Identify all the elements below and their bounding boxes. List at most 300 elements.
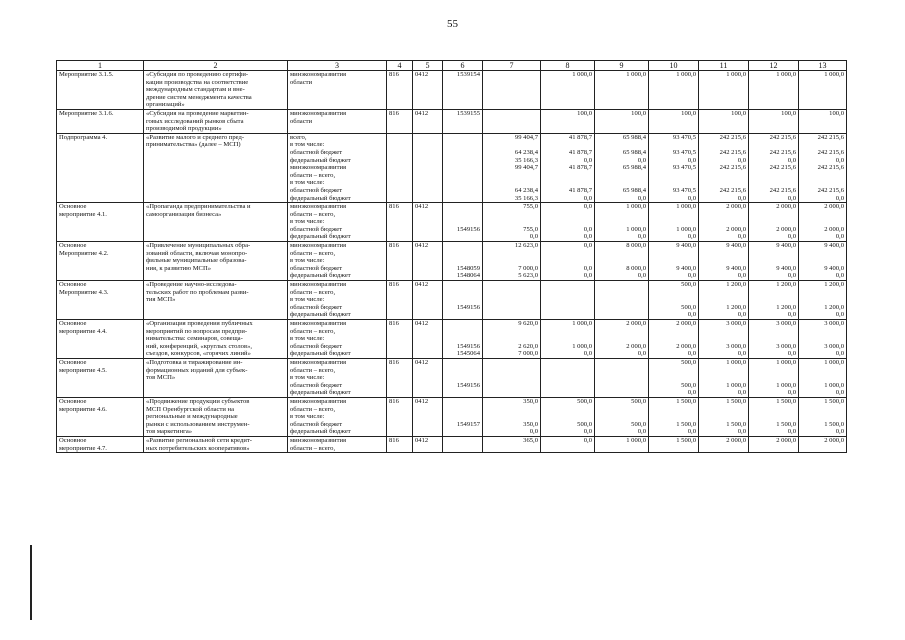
amount-col-11: 1 000,0 (699, 71, 749, 110)
amount-col-11 (699, 141, 749, 149)
ministry-code (387, 374, 413, 382)
budget-table (56, 60, 847, 453)
funding-source: в том числе: (288, 413, 387, 421)
amount-col-8: 0,0 (541, 272, 595, 280)
amount-col-8 (541, 358, 595, 374)
budget-code (443, 413, 483, 421)
amount-col-8: 0,0 (541, 265, 595, 273)
section-code (413, 421, 443, 429)
funding-source: федеральный бюджет (288, 233, 387, 241)
column-header-2: 2 (144, 61, 288, 71)
amount-col-10: 0,0 (649, 233, 699, 241)
header-row (57, 61, 847, 71)
amount-col-9: 1 000,0 (595, 226, 649, 234)
section-code: 0412 (413, 71, 443, 110)
amount-col-12: 0,0 (749, 389, 799, 397)
column-header-6: 6 (443, 61, 483, 71)
amount-col-8: 41 878,7 (541, 133, 595, 141)
amount-col-10: 1 000,0 (649, 71, 699, 110)
budget-code (443, 157, 483, 165)
amount-col-8 (541, 141, 595, 149)
amount-col-7 (483, 382, 541, 390)
amount-col-10: 1 500,0 (649, 436, 699, 452)
amount-col-9: 1 000,0 (595, 203, 649, 219)
amount-col-9 (595, 374, 649, 382)
amount-col-10 (649, 179, 699, 187)
amount-col-11: 242 215,6 (699, 187, 749, 195)
amount-col-8 (541, 304, 595, 312)
amount-col-11: 3 000,0 (699, 320, 749, 336)
amount-col-11: 2 000,0 (699, 436, 749, 452)
budget-code (443, 257, 483, 265)
amount-col-9 (595, 257, 649, 265)
amount-col-9: 1 000,0 (595, 71, 649, 110)
section-code (413, 195, 443, 203)
funding-source: в том числе: (288, 141, 387, 149)
amount-col-9 (595, 141, 649, 149)
amount-col-9: 0,0 (595, 272, 649, 280)
ministry-code (387, 343, 413, 351)
amount-col-11: 1 200,0 (699, 281, 749, 297)
amount-col-11 (699, 296, 749, 304)
amount-col-13 (799, 374, 847, 382)
amount-col-8 (541, 335, 595, 343)
amount-col-9 (595, 296, 649, 304)
amount-col-8: 0,0 (541, 233, 595, 241)
section-code (413, 374, 443, 382)
funding-source: областной бюджет (288, 149, 387, 157)
amount-col-8: 0,0 (541, 436, 595, 452)
amount-col-13 (799, 218, 847, 226)
amount-col-13: 242 215,6 (799, 187, 847, 195)
scan-edge-mark (30, 545, 32, 620)
amount-col-9: 500,0 (595, 397, 649, 413)
amount-col-13: 2 000,0 (799, 226, 847, 234)
budget-code (443, 397, 483, 413)
amount-col-9: 0,0 (595, 350, 649, 358)
amount-col-11: 0,0 (699, 311, 749, 319)
amount-col-8: 0,0 (541, 242, 595, 258)
amount-col-11: 1 000,0 (699, 382, 749, 390)
amount-col-10: 0,0 (649, 389, 699, 397)
row-description: «Привлечение муниципальных обра- зований области, включая монопро- фильные муниципальные образова- ния, к развитию МСП» (144, 242, 288, 281)
ministry-code (387, 304, 413, 312)
amount-col-10: 1 500,0 (649, 397, 699, 413)
amount-col-7: 64 238,4 (483, 149, 541, 157)
amount-col-10 (649, 141, 699, 149)
amount-col-10 (649, 374, 699, 382)
row-description: «Субсидия на проведение маркетин- говых исследований рынков сбыта производимой продукции» (144, 109, 288, 133)
amount-col-7 (483, 257, 541, 265)
section-code (413, 257, 443, 265)
amount-col-7: 35 166,3 (483, 195, 541, 203)
amount-col-10: 0,0 (649, 157, 699, 165)
amount-col-7: 99 404,7 (483, 164, 541, 179)
amount-col-9: 1 000,0 (595, 436, 649, 452)
column-header-8: 8 (541, 61, 595, 71)
amount-col-12: 1 200,0 (749, 304, 799, 312)
amount-col-10: 9 400,0 (649, 242, 699, 258)
budget-code (443, 428, 483, 436)
budget-code (443, 195, 483, 203)
ministry-code (387, 272, 413, 280)
amount-col-7 (483, 311, 541, 319)
amount-col-13 (799, 257, 847, 265)
row-description: «Проведение научно-исследова- тельских работ по проблемам разви- тия МСП» (144, 281, 288, 320)
funding-source: областной бюджет (288, 343, 387, 351)
amount-col-7 (483, 71, 541, 110)
amount-col-7: 350,0 (483, 421, 541, 429)
ministry-code (387, 413, 413, 421)
ministry-code: 816 (387, 358, 413, 374)
amount-col-10: 93 470,5 (649, 164, 699, 179)
ministry-code (387, 226, 413, 234)
amount-col-11: 2 000,0 (699, 226, 749, 234)
amount-col-10: 1 500,0 (649, 421, 699, 429)
amount-col-11: 1 500,0 (699, 421, 749, 429)
ministry-code: 816 (387, 242, 413, 258)
ministry-code: 816 (387, 203, 413, 219)
budget-code (443, 164, 483, 179)
budget-code: 1548064 (443, 272, 483, 280)
amount-col-10: 500,0 (649, 358, 699, 374)
ministry-code (387, 350, 413, 358)
row-code: Мероприятие 3.1.6. (57, 109, 144, 133)
table-row (57, 133, 847, 141)
amount-col-13: 9 400,0 (799, 265, 847, 273)
funding-source: минэкономразвития области – всего, (288, 397, 387, 413)
row-code: Основное мероприятие 4.4. (57, 320, 144, 359)
table-body (57, 71, 847, 453)
section-code (413, 428, 443, 436)
ministry-code (387, 179, 413, 187)
amount-col-11: 242 215,6 (699, 133, 749, 141)
amount-col-11 (699, 218, 749, 226)
amount-col-12: 2 000,0 (749, 436, 799, 452)
amount-col-11: 1 000,0 (699, 358, 749, 374)
funding-source: федеральный бюджет (288, 428, 387, 436)
amount-col-10: 93 470,5 (649, 149, 699, 157)
amount-col-9: 0,0 (595, 428, 649, 436)
amount-col-10 (649, 413, 699, 421)
section-code: 0412 (413, 109, 443, 133)
section-code (413, 179, 443, 187)
funding-source: в том числе: (288, 179, 387, 187)
amount-col-12 (749, 374, 799, 382)
row-description: «Организация проведения публичных мероприятий по вопросам предпри- нимательства: семинаров, совеща- ний, конференций, «круглых столов», съездов, конкурсов, «горячих линий» (144, 320, 288, 359)
amount-col-12: 3 000,0 (749, 343, 799, 351)
amount-col-9 (595, 413, 649, 421)
funding-source: областной бюджет (288, 265, 387, 273)
amount-col-9: 65 988,4 (595, 149, 649, 157)
amount-col-12: 0,0 (749, 157, 799, 165)
section-code (413, 311, 443, 319)
budget-code (443, 311, 483, 319)
amount-col-11 (699, 179, 749, 187)
amount-col-8: 0,0 (541, 226, 595, 234)
amount-col-12: 1 200,0 (749, 281, 799, 297)
ministry-code (387, 157, 413, 165)
column-header-5: 5 (413, 61, 443, 71)
budget-code: 1549156 (443, 304, 483, 312)
amount-col-11: 0,0 (699, 195, 749, 203)
budget-code (443, 320, 483, 336)
budget-code (443, 358, 483, 374)
amount-col-8: 100,0 (541, 109, 595, 133)
amount-col-13: 0,0 (799, 157, 847, 165)
amount-col-12: 9 400,0 (749, 242, 799, 258)
amount-col-7 (483, 179, 541, 187)
ministry-code (387, 421, 413, 429)
amount-col-8: 41 878,7 (541, 149, 595, 157)
budget-code (443, 149, 483, 157)
section-code (413, 157, 443, 165)
table-row (57, 358, 847, 374)
amount-col-10: 100,0 (649, 109, 699, 133)
amount-col-11 (699, 257, 749, 265)
section-code (413, 389, 443, 397)
amount-col-10: 500,0 (649, 281, 699, 297)
amount-col-11: 3 000,0 (699, 343, 749, 351)
ministry-code: 816 (387, 71, 413, 110)
amount-col-7: 35 166,3 (483, 157, 541, 165)
table-row (57, 397, 847, 413)
amount-col-7: 64 238,4 (483, 187, 541, 195)
amount-col-7: 7 000,0 (483, 265, 541, 273)
amount-col-8 (541, 281, 595, 297)
amount-col-7: 2 620,0 (483, 343, 541, 351)
amount-col-13: 1 500,0 (799, 397, 847, 413)
ministry-code (387, 335, 413, 343)
amount-col-7 (483, 413, 541, 421)
amount-col-8: 0,0 (541, 195, 595, 203)
amount-col-10: 0,0 (649, 272, 699, 280)
amount-col-9: 2 000,0 (595, 343, 649, 351)
amount-col-10: 500,0 (649, 304, 699, 312)
amount-col-8: 1 000,0 (541, 320, 595, 336)
amount-col-12: 0,0 (749, 311, 799, 319)
amount-col-7 (483, 281, 541, 297)
amount-col-12: 242 215,6 (749, 187, 799, 195)
budget-code: 1548059 (443, 265, 483, 273)
amount-col-10 (649, 257, 699, 265)
amount-col-13 (799, 179, 847, 187)
row-description: «Развитие региональной сети кредит- ных потребительских кооперативов» (144, 436, 288, 452)
funding-source: минэкономразвития области – всего, (288, 281, 387, 297)
section-code (413, 187, 443, 195)
budget-code: 1545064 (443, 350, 483, 358)
budget-code (443, 233, 483, 241)
amount-col-7: 9 620,0 (483, 320, 541, 336)
section-code (413, 304, 443, 312)
amount-col-8: 500,0 (541, 397, 595, 413)
column-header-11: 11 (699, 61, 749, 71)
amount-col-8: 1 000,0 (541, 343, 595, 351)
funding-source: минэкономразвития области – всего, (288, 242, 387, 258)
amount-col-8 (541, 179, 595, 187)
funding-source: минэкономразвития области – всего, (288, 320, 387, 336)
budget-code: 1549156 (443, 226, 483, 234)
budget-code (443, 187, 483, 195)
amount-col-13: 0,0 (799, 233, 847, 241)
amount-col-9 (595, 311, 649, 319)
amount-col-8: 41 878,7 (541, 187, 595, 195)
ministry-code (387, 149, 413, 157)
amount-col-9: 65 988,4 (595, 187, 649, 195)
ministry-code (387, 389, 413, 397)
section-code (413, 343, 443, 351)
budget-code: 1549157 (443, 421, 483, 429)
budget-code (443, 141, 483, 149)
amount-col-7: 0,0 (483, 233, 541, 241)
budget-code (443, 179, 483, 187)
amount-col-7 (483, 109, 541, 133)
amount-col-9 (595, 382, 649, 390)
amount-col-13: 1 000,0 (799, 71, 847, 110)
funding-source: областной бюджет (288, 382, 387, 390)
amount-col-11 (699, 335, 749, 343)
amount-col-12 (749, 179, 799, 187)
amount-col-13: 242 215,6 (799, 164, 847, 179)
column-header-9: 9 (595, 61, 649, 71)
amount-col-8 (541, 382, 595, 390)
amount-col-10: 0,0 (649, 195, 699, 203)
amount-col-13: 3 000,0 (799, 343, 847, 351)
row-description: «Подготовка и тиражирование ин- формационных изданий для субъек- тов МСП» (144, 358, 288, 397)
funding-source: областной бюджет (288, 421, 387, 429)
amount-col-10: 93 470,5 (649, 187, 699, 195)
ministry-code (387, 233, 413, 241)
amount-col-9 (595, 389, 649, 397)
amount-col-11: 9 400,0 (699, 242, 749, 258)
row-code: Мероприятие 3.1.5. (57, 71, 144, 110)
column-header-3: 3 (288, 61, 387, 71)
section-code: 0412 (413, 320, 443, 336)
amount-col-12 (749, 141, 799, 149)
amount-col-11: 0,0 (699, 157, 749, 165)
ministry-code (387, 218, 413, 226)
column-header-10: 10 (649, 61, 699, 71)
amount-col-8 (541, 413, 595, 421)
amount-col-11: 0,0 (699, 389, 749, 397)
amount-col-10 (649, 296, 699, 304)
funding-source: федеральный бюджет (288, 389, 387, 397)
amount-col-11: 242 215,6 (699, 164, 749, 179)
amount-col-7: 365,0 (483, 436, 541, 452)
column-header-13: 13 (799, 61, 847, 71)
amount-col-11: 0,0 (699, 350, 749, 358)
amount-col-13: 1 000,0 (799, 382, 847, 390)
amount-col-12: 100,0 (749, 109, 799, 133)
row-description: «Пропаганда предпринимательства и самоорганизация бизнеса» (144, 203, 288, 242)
amount-col-7: 755,0 (483, 203, 541, 219)
amount-col-13: 9 400,0 (799, 242, 847, 258)
amount-col-12: 1 500,0 (749, 421, 799, 429)
table-row (57, 281, 847, 297)
amount-col-13: 1 200,0 (799, 304, 847, 312)
amount-col-13: 0,0 (799, 311, 847, 319)
row-code: Основное мероприятие 4.7. (57, 436, 144, 452)
ministry-code: 816 (387, 109, 413, 133)
amount-col-9: 65 988,4 (595, 164, 649, 179)
amount-col-11: 2 000,0 (699, 203, 749, 219)
amount-col-12: 1 000,0 (749, 358, 799, 374)
amount-col-12: 0,0 (749, 272, 799, 280)
amount-col-9: 100,0 (595, 109, 649, 133)
amount-col-13 (799, 413, 847, 421)
amount-col-7 (483, 218, 541, 226)
funding-source: минэкономразвития области – всего, (288, 164, 387, 179)
amount-col-13: 2 000,0 (799, 436, 847, 452)
row-code: Основное Мероприятие 4.2. (57, 242, 144, 281)
amount-col-8: 0,0 (541, 157, 595, 165)
amount-col-10 (649, 335, 699, 343)
amount-col-12: 2 000,0 (749, 226, 799, 234)
funding-source: областной бюджет (288, 187, 387, 195)
row-code: Основное мероприятие 4.6. (57, 397, 144, 436)
row-code: Основное мероприятие 4.5. (57, 358, 144, 397)
amount-col-13: 1 000,0 (799, 358, 847, 374)
amount-col-7 (483, 374, 541, 382)
amount-col-11: 1 500,0 (699, 397, 749, 413)
budget-code (443, 374, 483, 382)
section-code: 0412 (413, 397, 443, 413)
section-code: 0412 (413, 203, 443, 219)
section-code (413, 218, 443, 226)
amount-col-9 (595, 335, 649, 343)
section-code (413, 141, 443, 149)
section-code: 0412 (413, 358, 443, 374)
amount-col-7: 7 000,0 (483, 350, 541, 358)
section-code: 0412 (413, 281, 443, 297)
ministry-code (387, 428, 413, 436)
section-code (413, 382, 443, 390)
amount-col-12: 1 000,0 (749, 382, 799, 390)
budget-code (443, 203, 483, 219)
row-code: Основное Мероприятие 4.3. (57, 281, 144, 320)
amount-col-11: 0,0 (699, 428, 749, 436)
amount-col-9 (595, 218, 649, 226)
amount-col-12: 0,0 (749, 195, 799, 203)
ministry-code (387, 164, 413, 179)
ministry-code (387, 311, 413, 319)
section-code: 0412 (413, 436, 443, 452)
amount-col-9 (595, 281, 649, 297)
amount-col-9: 65 988,4 (595, 133, 649, 141)
amount-col-12 (749, 296, 799, 304)
amount-col-7: 5 623,0 (483, 272, 541, 280)
amount-col-10: 500,0 (649, 382, 699, 390)
ministry-code (387, 265, 413, 273)
amount-col-11: 9 400,0 (699, 265, 749, 273)
amount-col-12: 0,0 (749, 233, 799, 241)
ministry-code: 816 (387, 281, 413, 297)
amount-col-11: 1 200,0 (699, 304, 749, 312)
funding-source: федеральный бюджет (288, 311, 387, 319)
funding-source: областной бюджет (288, 304, 387, 312)
amount-col-13: 0,0 (799, 428, 847, 436)
ministry-code: 816 (387, 397, 413, 413)
amount-col-8 (541, 218, 595, 226)
amount-col-8: 500,0 (541, 421, 595, 429)
amount-col-8: 0,0 (541, 350, 595, 358)
section-code (413, 413, 443, 421)
amount-col-13: 242 215,6 (799, 149, 847, 157)
budget-code (443, 281, 483, 297)
amount-col-13: 2 000,0 (799, 203, 847, 219)
ministry-code (387, 382, 413, 390)
amount-col-12: 0,0 (749, 428, 799, 436)
